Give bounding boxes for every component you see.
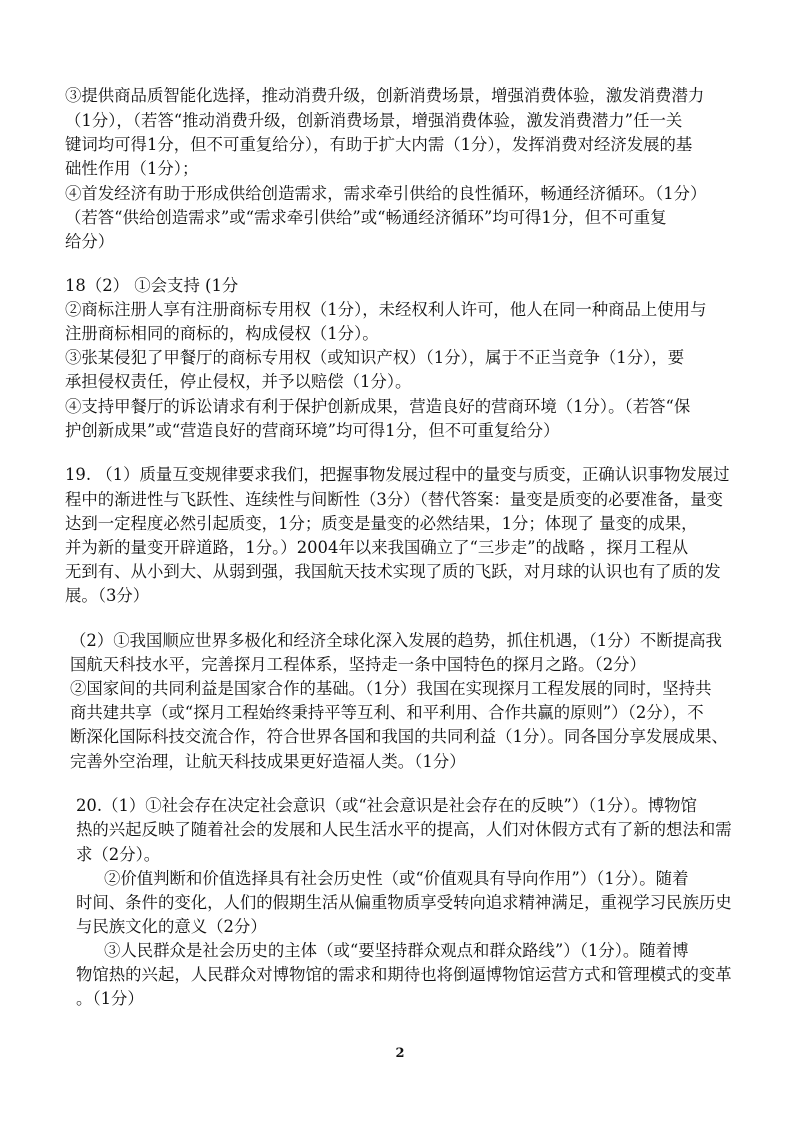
- q17-line: （若答“供给创造需求”或“需求牵引供给”或“畅通经济循环”均可得1分，但不可重复: [65, 208, 667, 227]
- q20-line: 。（1分）: [76, 989, 144, 1008]
- q17-line: （1分），（若答“推动消费升级，创新消费场景，增强消费体验，激发消费潜力”任一关: [65, 111, 683, 130]
- q19-part2-line: 完善外空治理，让航天科技成果更好造福人类。（1分）: [70, 752, 466, 771]
- q18-line: ②商标注册人享有注册商标专用权（1分），未经权利人许可，他人在同一种商品上使用与: [65, 300, 707, 319]
- q17-line: 键词均可得1分，但不可重复给分），有助于扩大内需（1分），发挥消费对经济发展的基: [65, 135, 693, 154]
- q19-line: 展。（3分）: [65, 586, 150, 605]
- q19-line: 并为新的量变开辟道路，1分。）2004年以来我国确立了“三步走”的战略 ，探月工程从: [65, 538, 689, 557]
- q18-line: ④支持甲餐厅的诉讼请求有利于保护创新成果，营造良好的营商环境（1分）。（若答“保: [65, 397, 691, 416]
- q19-line: 达到一定程度必然引起质变，1分；质变是量变的必然结果，1分；体现了 量变的成果，: [65, 514, 698, 533]
- q19-part2-line: ②国家间的共同利益是国家合作的基础。（1分）我国在实现探月工程发展的同时，坚持共: [70, 679, 712, 698]
- q20-line: ③人民群众是社会历史的主体（或“要坚持群众观点和群众路线”）（1分）。随着博: [104, 941, 689, 960]
- q17-line: ③提供商品质智能化选择，推动消费升级，创新消费场景，增强消费体验，激发消费潜力: [65, 86, 705, 105]
- q20-heading: 20.（1）①社会存在决定社会意识（或“社会意识是社会存在的反映”）（1分）。博物馆: [76, 796, 697, 815]
- q20-line: 与民族文化的意义（2分）: [76, 917, 267, 936]
- q19-part2-line: 断深化国际科技交流合作，符合世界各国和我国的共同利益（1分）。同各国分享发展成果、: [70, 727, 728, 746]
- q18-line: 注册商标相同的商标的，构成侵权（1分）。: [65, 324, 379, 343]
- q19-heading: 19. （1）质量互变规律要求我们，把握事物发展过程中的量变与质变，正确认识事物发展过: [65, 465, 730, 484]
- q20-line: 物馆热的兴起，人民群众对博物馆的需求和期待也将倒逼博物馆运营方式和管理模式的变革: [76, 965, 732, 984]
- q18-heading: 18（2） ①会支持 (1分: [65, 276, 239, 295]
- q20-line: ②价值判断和价值选择具有社会历史性（或“价值观具有导向作用”）（1分）。随着: [104, 869, 689, 888]
- q19-part2-line: 商共建共享（或“探月工程始终秉持平等互利、和平利用、合作共赢的原则”）（2分），不: [70, 703, 704, 722]
- page-number: 2: [395, 1046, 405, 1061]
- q18-line: 承担侵权责任，停止侵权，并予以赔偿（1分）。: [65, 372, 412, 391]
- q20-line: 求（2分）。: [76, 845, 161, 864]
- q19-line: 无到有、从小到大、从弱到强，我国航天技术实现了质的飞跃，对月球的认识也有了质的发: [65, 562, 721, 581]
- q19-part2-heading: （2）①我国顺应世界多极化和经济全球化深入发展的趋势，抓住机遇，（1分）不断提高我: [70, 631, 722, 650]
- q18-line: 护创新成果”或“营造良好的营商环境”均可得1分，但不可重复给分）: [65, 421, 560, 440]
- q19-line: 程中的渐进性与飞跃性、连续性与间断性（3分）（替代答案：量变是质变的必要准备，量变: [65, 490, 723, 509]
- q17-line: 础性作用（1分）；: [65, 159, 199, 178]
- q20-line: 热的兴起反映了随着社会的发展和人民生活水平的提高，人们对休假方式有了新的想法和需: [76, 820, 732, 839]
- q17-line: ④首发经济有助于形成供给创造需求，需求牵引供给的良性循环，畅通经济循环。（1分）: [65, 184, 707, 203]
- q18-line: ③张某侵犯了甲餐厅的商标专用权（或知识产权）（1分），属于不正当竞争（1分），要: [65, 348, 685, 367]
- q19-part2-line: 国航天科技水平，完善探月工程体系，坚持走一条中国特色的探月之路。（2分）: [70, 655, 646, 674]
- q20-line: 时间、条件的变化，人们的假期生活从偏重物质享受转向追求精神满足，重视学习民族历史: [76, 893, 732, 912]
- q17-line: 给分）: [65, 232, 115, 251]
